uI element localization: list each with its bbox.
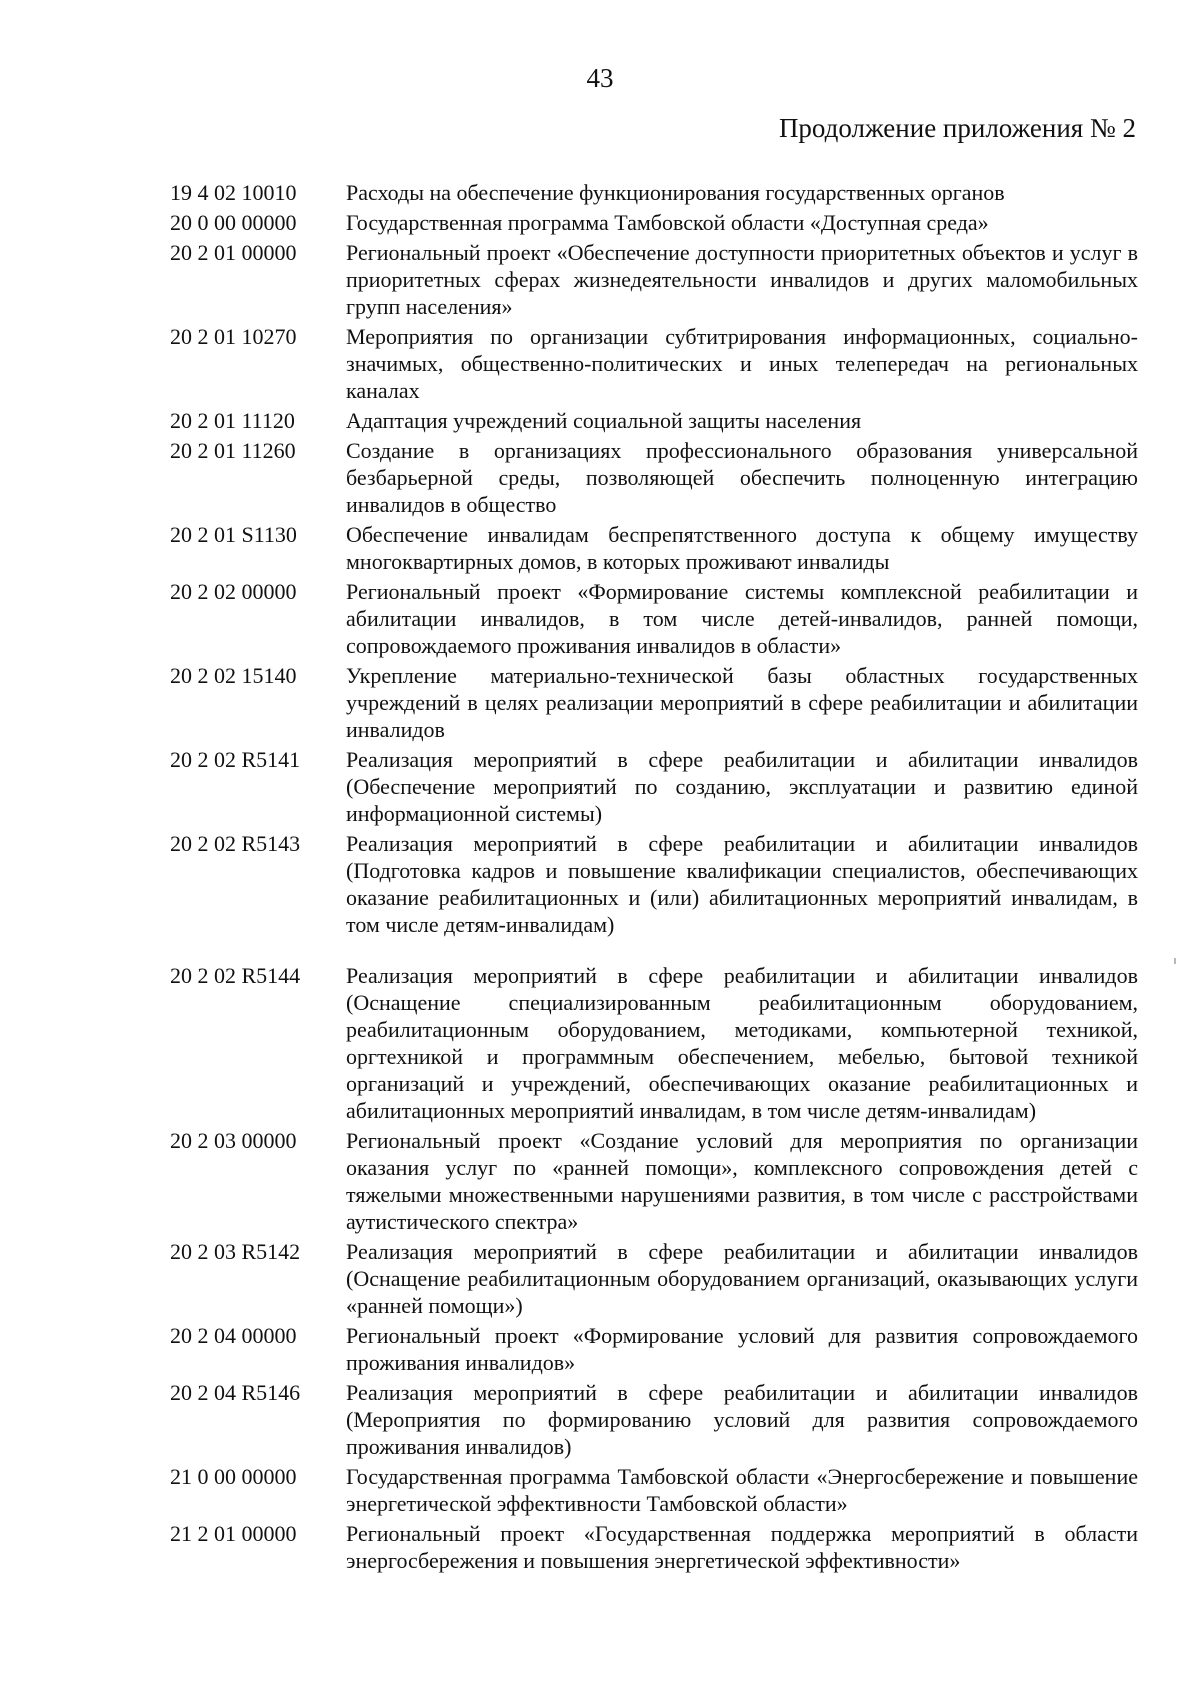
row-description: Региональный проект «Формирование условий для развития сопровождаемого проживания инвалидов» <box>346 1323 1138 1375</box>
row-code: 21 0 00 00000 <box>170 1464 297 1489</box>
list-item <box>170 1520 1138 1574</box>
row-description: Реализация мероприятий в сфере реабилитации и абилитации инвалидов (Обеспечение мероприятий по созданию, эксплуатации и развитию единой информационной системы) <box>346 747 1138 826</box>
list-item <box>170 1322 1138 1376</box>
row-description: Создание в организациях профессионального образования универсальной безбарьерной среды, позволяющей обеспечить полноценную интеграцию инвалидов в общество <box>346 438 1138 517</box>
row-description: Региональный проект «Государственная поддержка мероприятий в области энергосбережения и повышения энергетической эффективности» <box>346 1521 1138 1573</box>
row-description: Реализация мероприятий в сфере реабилитации и абилитации инвалидов (Оснащение реабилитационным оборудованием организаций, оказывающих услуги «ранней помощи») <box>346 1239 1138 1318</box>
row-code: 20 2 02 15140 <box>170 663 297 688</box>
list-item <box>170 830 1138 938</box>
list-item <box>170 239 1138 320</box>
list-item <box>170 209 1138 236</box>
row-description: Укрепление материально-технической базы областных государственных учреждений в целях реализации мероприятий в сфере реабилитации и абилитации инвалидов <box>346 663 1138 742</box>
appendix-title: Продолжение приложения № 2 <box>778 113 1136 143</box>
row-description: Мероприятия по организации субтитрирования информационных, социально-значимых, общественно-политических и иных телепередач на региональных каналах <box>346 324 1138 403</box>
row-code: 20 2 01 11260 <box>170 438 296 463</box>
list-item <box>170 179 1138 206</box>
row-code: 20 2 01 S1130 <box>170 522 297 547</box>
list-item <box>170 1238 1138 1319</box>
list-item <box>170 746 1138 827</box>
row-code: 20 2 02 R5143 <box>170 831 301 856</box>
row-code: 20 2 04 R5146 <box>170 1380 301 1405</box>
row-description: Региональный проект «Создание условий для мероприятия по организации оказания услуг по «ранней помощи», комплексного сопровождения детей с тяжелыми множественными нарушениями развития, в том числе с расстройствами аутистического спектра» <box>346 1128 1138 1234</box>
row-code: 20 2 02 00000 <box>170 579 297 604</box>
row-description: Государственная программа Тамбовской области «Доступная среда» <box>346 210 989 235</box>
row-code: 20 2 03 R5142 <box>170 1239 301 1264</box>
row-code: 20 2 03 00000 <box>170 1128 297 1153</box>
list-item <box>170 1463 1138 1517</box>
row-code: 20 2 01 10270 <box>170 324 297 349</box>
row-description: Реализация мероприятий в сфере реабилитации и абилитации инвалидов (Подготовка кадров и повышение квалификации специалистов, обеспечивающих оказание реабилитационных и (или) абилитационных мероприятий инвалидам, в том числе детям-инвалидам) <box>346 831 1138 937</box>
list-item <box>170 437 1138 518</box>
row-description: Реализация мероприятий в сфере реабилитации и абилитации инвалидов (Мероприятия по формированию условий для развития сопровождаемого проживания инвалидов) <box>346 1380 1138 1459</box>
row-description: Обеспечение инвалидам беспрепятственного доступа к общему имуществу многоквартирных домов, в которых проживают инвалиды <box>346 522 1138 574</box>
list-item <box>170 662 1138 743</box>
budget-code-list <box>170 179 1138 1577</box>
row-code: 20 2 01 00000 <box>170 240 297 265</box>
row-code: 20 0 00 00000 <box>170 210 297 235</box>
scan-speck <box>1174 958 1176 964</box>
row-code: 20 2 01 11120 <box>170 408 295 433</box>
row-code: 21 2 01 00000 <box>170 1521 297 1546</box>
list-item <box>170 962 1138 1124</box>
row-code: 20 2 02 R5144 <box>170 963 301 988</box>
list-item <box>170 1127 1138 1235</box>
row-code: 20 2 04 00000 <box>170 1323 297 1348</box>
row-description: Расходы на обеспечение функционирования государственных органов <box>346 180 1005 205</box>
page-number: 43 <box>586 63 614 93</box>
list-item <box>170 578 1138 659</box>
list-item <box>170 323 1138 404</box>
row-description: Региональный проект «Обеспечение доступности приоритетных объектов и услуг в приоритетных сферах жизнедеятельности инвалидов и других маломобильных групп населения» <box>346 240 1138 319</box>
row-description: Адаптация учреждений социальной защиты населения <box>346 408 862 433</box>
list-item <box>170 407 1138 434</box>
row-description: Государственная программа Тамбовской области «Энергосбережение и повышение энергетической эффективности Тамбовской области» <box>346 1464 1138 1516</box>
list-item <box>170 1379 1138 1460</box>
row-code: 20 2 02 R5141 <box>170 747 301 772</box>
row-description: Региональный проект «Формирование системы комплексной реабилитации и абилитации инвалидов, в том числе детей-инвалидов, ранней помощи, сопровождаемого проживания инвалидов в области» <box>346 579 1138 658</box>
row-code: 19 4 02 10010 <box>170 180 297 205</box>
list-item <box>170 521 1138 575</box>
row-description: Реализация мероприятий в сфере реабилитации и абилитации инвалидов (Оснащение специализированным реабилитационным оборудованием, реабилитационным оборудованием, методиками, компьютерной техникой, оргтехникой и программным обеспечением, мебелью, бытовой техникой организаций и учреждений, обеспечивающих оказание реабилитационных и абилитационных мероприятий инвалидам, в том числе детям-инвалидам) <box>346 963 1138 1123</box>
